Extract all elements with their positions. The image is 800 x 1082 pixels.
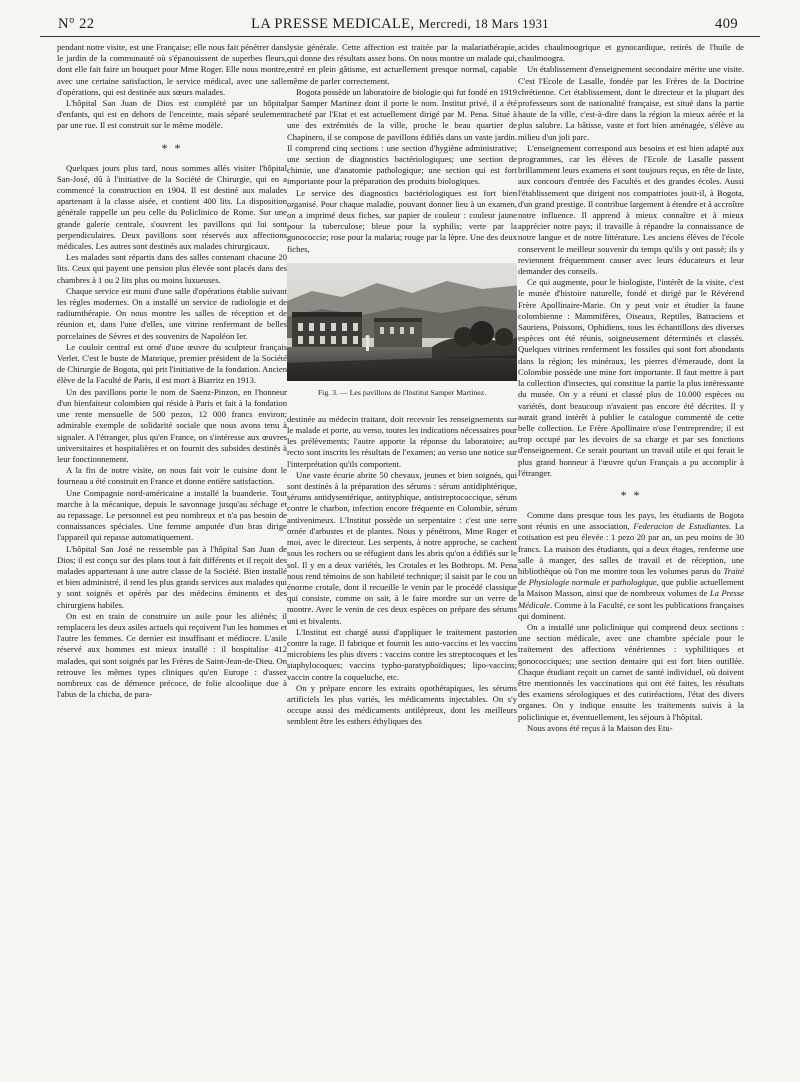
paragraph: On est en train de construire un asile pour les aliénés; il remplacera les deux asiles actuels qui reçoivent l'un les hommes et l'autre les femmes. Ce dernier est insuffisant et médiocre. L'asile réservé aux hommes est mieux installé : il hospitalise 412 malades, qui sont soignés par les Frères de Saint-Jean-de-Dieu. On retrouve les mêmes types cliniques qu'en Europe : d'assez nombreux cas de démence précoce, de folie alcoolique due à l'abus de la chicha, de para- bbox=[57, 610, 287, 700]
association-name: Federacion de Estudiantes bbox=[633, 521, 729, 532]
paragraph: lysie générale. Cette affection est traitée par la malariathérapie, qui donne des résultats assez bons. On nous montre un malade qui, entré en plein gâtisme, est actuellement presque normal, capable même de parler correctement. bbox=[287, 42, 517, 86]
paragraph-text: , que publie actuellement la Maison Masson, ainsi que de nombreux volumes de bbox=[518, 577, 744, 599]
paragraph: Les malades sont répartis dans des salles contenant chacune 20 lits. Ceux qui payent une pension plus élevée sont placés dans des chambres à 1 ou 2 lits plus ou moins luxueuses. bbox=[57, 252, 287, 285]
paragraph: L'hôpital San José ne ressemble pas à l'hôpital San Juan de Dios; il est conçu sur des plans tout à fait différents et il reçoit des malades appartenant à une autre classe de la Société. Bien installé et bien administré, il rend les plus grands services aux malades qui y sont soignés et opérés par des médecins éminents et des chirurgiens habiles. bbox=[57, 543, 287, 610]
paragraph: L'hôpital San Juan de Dios est complété par un hôpital d'enfants, qui est en dehors de l'enceinte, mais séparé seulement par une rue. Il est construit sur le même modèle. bbox=[57, 98, 287, 131]
figure bbox=[287, 263, 517, 398]
paragraph: Un établissement d'enseignement secondaire mérite une visite. C'est l'Ecole de Lasalle, fondée par les Frères de la Doctrine chrétienne. Cet établissement, dont le directeur et la plupart des professeurs sont de nationalité française, est situé dans la partie haute de la ville, c'est-à-dire dans la région la mieux aérée et la plus salubre. La bâtisse, vaste et fort bien aménagée, s'élève au milieu d'un joli parc. bbox=[518, 64, 744, 142]
paragraph: pendant notre visite, est une Française; elle nous fait pénétrer dans le jardin de la communauté où s'épanouissent de superbes fleurs, dont elle fait faire un bouquet pour Mme Roger. Elle nous montre, avec une certaine satisfaction, le service médical, avec une salle d'opérations, qui est destinée aux sœurs malades. bbox=[57, 42, 287, 97]
column-3 bbox=[518, 42, 744, 1074]
paragraph: Bogota possède un laboratoire de biologie qui fut fondé en 1919 par Samper Martinez dont il porte le nom. Institut privé, il a été racheté par l'Etat et est actuellement dirigé par M. Pena. Situé à une des extrémités de la ville, proche le beau quartier de Chapinero, il se compose de pavillons édifiés dans un vaste jardin. Il comprend cinq sections : une section d'hygiène administrative; une section de diagnostics bactériologiques; une section de chimie, une d'anatomie pathologique; une section qui est fort importante pour la préparation des produits biologiques. bbox=[287, 86, 517, 187]
paragraph: Le couloir central est orné d'une œuvre du sculpteur français Verlet. C'est le buste de Manrique, premier président de la Société de Chirurgie de Bogota, qui prit l'initiative de la fondation. Ancien élève de la Faculté de Paris, il est mort à Biarritz en 1913. bbox=[57, 341, 287, 386]
running-head bbox=[40, 12, 760, 37]
figure-caption: Fig. 3. — Les pavillons de l'Institut Samper Martinez. bbox=[317, 387, 487, 397]
paragraph: Un des pavillons porte le nom de Saenz-Pinzon, en l'honneur d'un bienfaiteur colombien qui réside à Paris et fait à la fondation une rente mensuelle de 500 pezos, 12 000 francs environ; admirable exemple de solidarité sociale que nous avons tenu à signaler. A l'étranger, plus qu'en France, on s'intéresse aux œuvres universitaires et hospitalières et on fournit des subsides destinés à leur fonctionnement. bbox=[57, 386, 287, 464]
section-separator: * * bbox=[161, 140, 183, 155]
paragraph-text: . Comme à la Faculté, ce sont les publications françaises qui dominent. bbox=[518, 599, 744, 621]
page-number: 409 bbox=[715, 16, 738, 32]
paragraph: Nous avons été reçus à la Maison des Etu- bbox=[527, 722, 673, 733]
paragraph: Le service des diagnostics bactériologiques est fort bien organisé. Pour chaque maladie, pouvant donner lieu à un examen, on a imprimé deux fiches, sur papier de couleur : couleur jaune pour la tuberculose; bleue pour la syphilis; verte par la gonococcie; rose pour la malaria; rouge par la lèpre. Une des deux fiches, bbox=[287, 187, 517, 254]
column-2 bbox=[287, 42, 517, 1074]
journal-name: La Presse Médicale bbox=[518, 588, 744, 610]
paragraph: Quelques jours plus tard, nous sommes allés visiter l'hôpital San-José, dû à l'initiative de la Société de Chirurgie, qui en a commencé la construction en 1904. Il est destiné aux malades apartenant à la classe aisée, et contient 400 lits. La disposition générale rappelle un peu celle du Policlinico de Rome. Sur une grande galerie centrale, s'ouvrent les pavillons qui lui sont perpendiculaires. Deux pavillons sont réservés aux affections médicales. Les autres sont destinés aux malades chirurgicaux. bbox=[57, 162, 287, 252]
institute-photo bbox=[287, 263, 517, 381]
paragraph: On y prépare encore les extraits opothérapiques, les sérums artificiels les plus variés, les médicaments injectables. On s'y occupe aussi des médicaments antilépreux, dont les meilleurs semblent être les esthers éthyliques des bbox=[287, 682, 517, 727]
paragraph-text: . La cotisation est peu élevée : 1 pezo 20 par an, un peu moins de 30 francs. La maison des étudiants, qui a deux étages, renferme une salle à manger, des salles de travail et de réception, une bibliothèque où l'on me montre tous les volumes parus du bbox=[518, 521, 744, 576]
book-title: Traité de Physiologie normale et pathologique bbox=[518, 565, 744, 588]
journal-title-line bbox=[40, 12, 760, 36]
paragraph: L'enseignement correspond aux besoins et est bien adapté aux programmes, car les élèves de l'Ecole de Lasalle passent brillamment leurs examens et sont toujours reçus, en tête de liste, aux concours d'entrée des Facultés et des grandes écoles. Aussi l'établissement que dirigent nos compatriotes jouit-il, à Bogota, d'un grand prestige. Il contribue largement à étendre et à accroître notre influence. Il apprend à mieux connaître et à mieux apprécier notre pays; il travaille à répandre la connaissance de notre langue et de notre littérature. Les anciens élèves de l'école conservent le meilleur souvenir du temps qu'ils y ont passé; ils y reviennent fréquemment causer avec leurs éducateurs et leur demander des conseils. bbox=[518, 142, 744, 277]
paragraph: acides chaulmoogrique et gynocardique, retirés de l'huile de chaulmoogra. bbox=[518, 42, 744, 64]
paragraph: Chaque service est muni d'une salle d'opérations établie suivant les règles modernes. On a installé un service de radiologie et de radiumthérapie. On nous montre les salles de réception et de réunion et, dans l'une d'elles, une vitrine renfermant de belles porcelaines de Sèvres et des souvenirs de Napoléon Ier. bbox=[57, 285, 287, 341]
section-separator: * * bbox=[620, 487, 642, 502]
paragraph: A la fin de notre visite, on nous fait voir le cuisine dont le fourneau a été construit en France et donne entière satisfaction. bbox=[57, 465, 287, 487]
issue-number: N° 22 bbox=[58, 16, 95, 32]
paragraph: destinée au médecin traitant, doit recevoir les renseignements sur le malade et porte, au verso, toutes les indications nécessaires pour les prélèvements; l'autre apporte la réponse du laboratoire; au recto sont inscrits les résultats de l'examen; au verso une notice sur l'interprétation qu'ils comportent. bbox=[287, 413, 517, 469]
journal-title: LA PRESSE MEDICALE, bbox=[251, 16, 415, 32]
paragraph: Une vaste écurie abrite 50 chevaux, jeunes et bien soignés, qui sont destinés à la préparation des sérums : sérum antidiphtérique, sérums antidysentérique, antityphique, antistreptococcique, sérum contre le charbon, infection encore fréquente en Colombie, sérum antivenimeux. L'Institut possède un serpentaire : c'est une serre ornée d'arbustes et de plantes. Nous y pénétrons, Mme Roger et moi, avec le directeur. Les serpents, à notre approche, se cachent sous les rochers ou se réfugient dans les abris qu'on a édifiés sur le sol. Il y en a deux variétés, les Crotales et les Bothrops. M. Pena nous rend témoins de son habileté technique; il saisit par le cou un énorme crotale, dont il recueille le venin par le procédé classique qui consiste, comme on sait, à le faire mordre sur un verre de montre. Avec le venin de ces deux espèces on prépare des sérums uni et bivalents. bbox=[287, 469, 517, 626]
paragraph: L'Institut est chargé aussi d'appliquer le traitement pastorien contre la rage. Il fabrique et fournit les auto-vaccins et les vaccins microbiens les plus divers : vaccins contre les streptocoques et les staphylocoques; vaccins typho-paratyphoïdiques; lipo-vaccins; vaccin contre la coqueluche, etc. bbox=[287, 626, 517, 682]
paragraph: Une Compagnie nord-américaine a installé la buanderie. Tout marche à la mécanique, depuis le savonnage jusqu'au séchage et au repassage. Le personnel est peu nombreux et n'a pas besoin de connaissances spéciales. Une femme amputée d'un bras dirige l'appareil qui repasse automatiquement. bbox=[57, 487, 287, 543]
paragraph-text: Comme dans presque tous les pays, les étudiants de Bogota sont réunis en une association, bbox=[518, 509, 744, 532]
paragraph bbox=[518, 510, 744, 622]
paragraph: On a installé une policlinique qui comprend deux sections : une section médicale, avec une chambre spéciale pour le traitement des affections vénériennes : syphilitiques et gonococciques; une section dentaire qui est fort bien outillée. Chaque étudiant reçoit un carnet de santé individuel, où doivent être mentionnés les vaccinations qui ont été faites, les résultats des examens sérologiques et des cutiréactions, l'état des divers organes. On y indique ensuite les traitements suivis à la policlinique et, éventuellement, les séjours à l'hôpital. bbox=[518, 621, 744, 722]
paragraph: Ce qui augmente, pour le biologiste, l'intérêt de la visite, c'est le musée d'histoire naturelle, fondé et dirigé par le Révérend Frère Apollinaire-Marie. On y peut voir et étudier la faune colombienne : Mammifères, Oiseaux, Reptiles, Batraciens et Sauriens, Poissons, Ophidiens, tous les échantillons des diverses espèces ont été réunis, soigneusement déterminés et classés. Quelques vitrines renferment les fossiles qui sont fort abondants dans la région; les minéraux, les pierres d'émeraude, dont la Colombie possède une mine fort importante. Il faut mettre à part la collection d'insectes, qui constitue la partie la plus intéressante du musée. On y a réuni et classé plus de 10.000 espèces ou variétés, dont beaucoup n'avaient pas encore été décrites. Il y aurait grand intérêt à publier le catalogue commenté de cette belle collection. Le Frère Apollinaire n'ose l'entreprendre; il est trop occupé par les devoirs de sa charge et par ses fonctions d'enseignement. Ce serait pourtant un travail utile et qui ferait le plus grand honneur à l'œuvre qu'un Français a pu accomplir à l'étranger. bbox=[518, 277, 744, 478]
issue-date: Mercredi, 18 Mars 1931 bbox=[418, 17, 549, 31]
column-1 bbox=[57, 42, 287, 1074]
